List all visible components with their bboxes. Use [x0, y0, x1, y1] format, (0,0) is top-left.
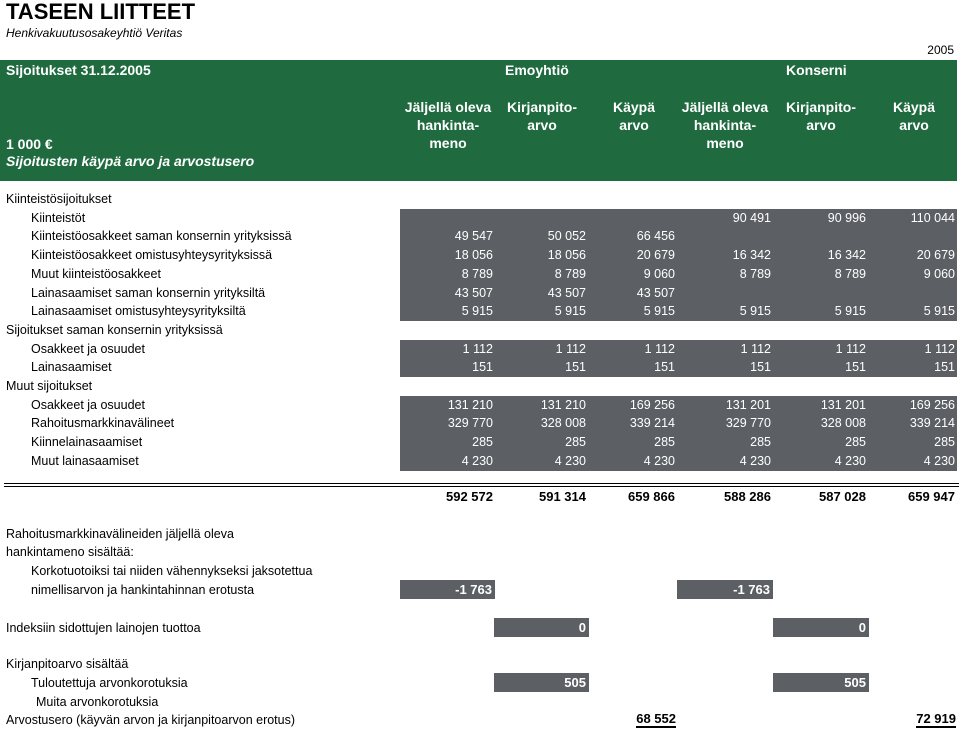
value-cell: 1 112 — [924, 341, 955, 356]
value-cell: 169 256 — [909, 397, 955, 412]
company-name: Henkivakuutusosakeyhtiö Veritas — [6, 26, 183, 40]
note-value-box: 0 — [773, 618, 869, 637]
table-row — [0, 396, 960, 415]
unit-label: 1 000 € — [6, 136, 53, 152]
note-value-box: -1 763 — [400, 580, 495, 599]
value-cell: 339 214 — [909, 416, 955, 431]
row-label: Kiinnelainasaamiset — [31, 435, 143, 450]
total-cell: 659 947 — [908, 489, 955, 504]
row-label: Kiinteistöt — [31, 210, 86, 225]
value-cell: 329 770 — [447, 416, 493, 431]
col-header-remaining-group: Jäljellä oleva hankinta- meno — [681, 99, 769, 151]
value-cell: 329 770 — [725, 416, 771, 431]
value-cell: 18 056 — [547, 248, 586, 263]
table-header — [0, 60, 957, 181]
value-cell: 285 — [472, 435, 493, 450]
value-cell: 49 547 — [454, 229, 493, 244]
table-row — [0, 227, 960, 246]
row-label: Lainasaamiset saman konsernin yrityksiltä — [31, 285, 266, 300]
table-row — [0, 377, 960, 396]
value-cell: 131 201 — [725, 397, 771, 412]
value-cell: 43 507 — [454, 285, 493, 300]
col-header-fair-group: Käypä arvo — [892, 99, 936, 133]
value-cell: 151 — [654, 360, 675, 375]
value-cell: 4 230 — [739, 453, 771, 468]
col-header-book-parent: Kirjanpito- arvo — [507, 99, 577, 133]
note-label: Tuloutettuja arvonkorotuksia — [31, 676, 188, 690]
table-title: Sijoitukset 31.12.2005 — [6, 62, 151, 78]
value-cell: 131 210 — [540, 397, 586, 412]
total-cell: 591 314 — [539, 489, 586, 504]
value-cell: 131 210 — [447, 397, 493, 412]
note-label: nimellisarvon ja hankintahinnan erotusta — [31, 583, 255, 597]
table-row — [0, 190, 960, 209]
value-cell: 16 342 — [827, 248, 866, 263]
table-row — [0, 414, 960, 433]
value-cell: 4 230 — [834, 453, 866, 468]
note-value-box: 505 — [773, 673, 869, 692]
value-cell: 151 — [472, 360, 493, 375]
value-cell: 18 056 — [454, 248, 493, 263]
value-cell: 66 456 — [636, 229, 675, 244]
group-consolidated-label: Konserni — [786, 62, 847, 78]
value-cell: 328 008 — [540, 416, 586, 431]
table-row — [0, 209, 960, 228]
table-row — [0, 246, 960, 265]
table-row — [0, 433, 960, 452]
value-cell: 5 915 — [461, 304, 493, 319]
total-divider — [4, 486, 959, 487]
value-cell: 8 789 — [834, 266, 866, 281]
value-cell: 8 789 — [461, 266, 493, 281]
section-title: Sijoitusten käypä arvo ja arvostusero — [6, 153, 255, 169]
value-cell: 1 112 — [740, 341, 771, 356]
valuation-difference-group: 72 919 — [916, 711, 956, 726]
total-cell: 592 572 — [446, 489, 493, 504]
value-cell: 1 112 — [835, 341, 866, 356]
value-cell: 43 507 — [636, 285, 675, 300]
value-cell: 50 052 — [547, 229, 586, 244]
value-cell: 16 342 — [732, 248, 771, 263]
value-cell: 90 996 — [827, 210, 866, 225]
table-row — [0, 358, 960, 377]
value-cell: 339 214 — [629, 416, 675, 431]
value-cell: 5 915 — [554, 304, 586, 319]
table-row — [0, 340, 960, 359]
value-cell: 285 — [654, 435, 675, 450]
table-row — [0, 302, 960, 321]
col-header-remaining-parent: Jäljellä oleva hankinta- meno — [404, 99, 492, 151]
value-cell: 8 789 — [554, 266, 586, 281]
col-header-book-group: Kirjanpito- arvo — [786, 99, 856, 133]
row-label: Rahoitusmarkkinavälineet — [31, 416, 175, 431]
total-cell: 659 866 — [628, 489, 675, 504]
note-label: Muita arvonkorotuksia — [36, 695, 159, 709]
value-cell: 43 507 — [547, 285, 586, 300]
value-cell: 9 060 — [643, 266, 675, 281]
value-cell: 1 112 — [555, 341, 586, 356]
value-cell: 151 — [845, 360, 866, 375]
total-cell: 587 028 — [819, 489, 866, 504]
row-label: Osakkeet ja osuudet — [31, 397, 145, 412]
value-cell: 20 679 — [916, 248, 955, 263]
row-label: Osakkeet ja osuudet — [31, 341, 145, 356]
value-cell: 131 201 — [820, 397, 866, 412]
row-label: Muut lainasaamiset — [31, 453, 139, 468]
value-cell: 4 230 — [461, 453, 493, 468]
total-divider — [4, 483, 959, 484]
value-cell: 1 112 — [644, 341, 675, 356]
value-cell: 5 915 — [923, 304, 955, 319]
total-cell: 588 286 — [724, 489, 771, 504]
value-cell: 285 — [750, 435, 771, 450]
value-cell: 5 915 — [834, 304, 866, 319]
note-label: Rahoitusmarkkinavälineiden jäljellä oleva — [6, 527, 234, 541]
valuation-difference-parent: 68 552 — [636, 711, 676, 726]
value-cell: 90 491 — [732, 210, 771, 225]
value-cell: 110 044 — [910, 210, 955, 225]
note-value-box: 505 — [494, 673, 589, 692]
table-row — [0, 284, 960, 303]
value-cell: 285 — [565, 435, 586, 450]
row-label: Sijoitukset saman konsernin yrityksissä — [6, 322, 223, 337]
row-label: Lainasaamiset omistusyhteysyrityksiltä — [31, 304, 246, 319]
page-title: TASEEN LIITTEET — [6, 0, 196, 24]
value-cell: 5 915 — [739, 304, 771, 319]
group-parent-label: Emoyhtiö — [505, 62, 569, 78]
row-label: Kiinteistösijoitukset — [6, 192, 112, 206]
note-label: Indeksiin sidottujen lainojen tuottoa — [6, 621, 201, 635]
col-header-fair-parent: Käypä arvo — [612, 99, 656, 133]
row-label: Muut sijoitukset — [6, 379, 93, 393]
note-value-box: -1 763 — [677, 580, 773, 599]
note-label: hankintameno sisältää: — [6, 545, 134, 559]
value-cell: 4 230 — [923, 453, 955, 468]
value-cell: 151 — [934, 360, 955, 375]
table-row — [0, 452, 960, 471]
value-cell: 169 256 — [629, 397, 675, 412]
value-cell: 20 679 — [636, 248, 675, 263]
value-cell: 4 230 — [554, 453, 586, 468]
value-cell: 8 789 — [739, 266, 771, 281]
value-cell: 285 — [934, 435, 955, 450]
table-row — [0, 321, 960, 340]
row-label: Kiinteistöosakkeet omistusyhteysyrityksissä — [31, 248, 273, 263]
value-cell: 285 — [845, 435, 866, 450]
value-cell: 151 — [565, 360, 586, 375]
note-value-box: 0 — [494, 618, 589, 637]
row-label: Lainasaamiset — [31, 360, 112, 375]
row-label: Kiinteistöosakkeet saman konsernin yrityksissä — [31, 229, 292, 244]
value-cell: 328 008 — [820, 416, 866, 431]
table-row — [0, 265, 960, 284]
value-cell: 9 060 — [923, 266, 955, 281]
report-year: 2005 — [927, 43, 954, 57]
value-cell: 151 — [750, 360, 771, 375]
value-cell: 4 230 — [643, 453, 675, 468]
value-cell: 5 915 — [643, 304, 675, 319]
note-label: Korkotuotoiksi tai niiden vähennykseksi jaksotettua — [31, 564, 313, 578]
row-label: Muut kiinteistöosakkeet — [31, 266, 161, 281]
note-label: Arvostusero (käyvän arvon ja kirjanpitoarvon erotus) — [6, 713, 296, 727]
value-cell: 1 112 — [462, 341, 493, 356]
note-label: Kirjanpitoarvo sisältää — [6, 657, 129, 671]
